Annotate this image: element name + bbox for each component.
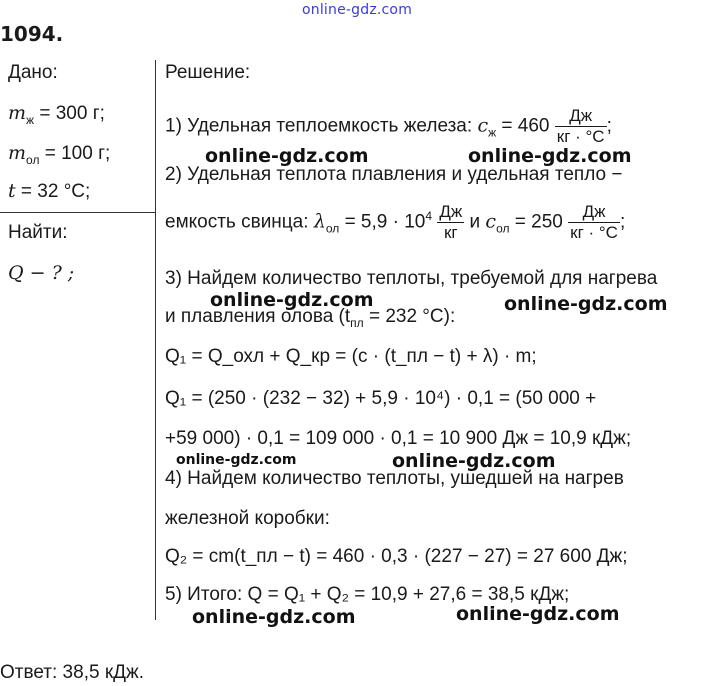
find-value: Q − ? ;	[8, 262, 75, 284]
step2-lambda-unit	[437, 202, 464, 243]
step2-text: емкость свинца:	[165, 211, 309, 233]
step2-c-unit	[568, 202, 620, 243]
step2-exponent: 4	[425, 209, 433, 224]
step1: 1) Удельная теплоемкость железа: $c_ж = 460$ $\frac{Дж}{кг \cdot ^\circ C}$ ;	[165, 106, 612, 146]
watermark: online-gdz.com	[456, 603, 620, 625]
given-divider-vertical	[155, 60, 156, 620]
step2-c-unit-top: Дж	[568, 202, 620, 223]
given-t-value: = 32 °C;	[20, 181, 91, 202]
given-m-iron: $m_ж = 300$ г;	[8, 102, 105, 127]
find-heading: Найти:	[8, 222, 68, 243]
step2-line1: 2) Удельная теплота плавления и удельная тепло −	[165, 164, 623, 185]
step2-lambda-unit-bottom: кг	[443, 223, 458, 242]
step1-unit-bottom: кг · °C	[556, 127, 605, 146]
watermark: online-gdz.com	[176, 452, 297, 468]
step1-unit	[555, 106, 607, 147]
step1-text: 1) Удельная теплоемкость железа:	[165, 115, 473, 137]
step2-and: и	[469, 211, 481, 233]
step3-line2: и плавления олова ($t_{пл} = 232$ °C):	[165, 306, 456, 330]
given-m-tin-value: = 100 г;	[44, 143, 111, 164]
watermark: online-gdz.com	[210, 289, 374, 311]
step1-unit-top: Дж	[555, 106, 607, 127]
step2-line2: емкость свинца: $\lambda_{ол} = 5,9 \cdot 10^4$ $\frac{Дж}{кг}$ и $c_{ол} = 250$ $\frac{Дж}{кг \cdot ^\circ C}$ ;	[165, 202, 626, 242]
equation-q2: Q₂ = cm(t_пл − t) = 460 · 0,3 · (227 − 27) = 27 600 Дж;	[165, 546, 628, 567]
step3-line2-end: = 232 °C):	[368, 306, 456, 327]
step4-line1: 4) Найдем количество теплоты, ушедшей на нагрев	[165, 468, 624, 489]
solution-heading: Решение:	[165, 62, 251, 83]
given-divider-horizontal	[0, 212, 156, 213]
watermark: online-gdz.com	[192, 606, 356, 628]
watermark: online-gdz.com	[392, 450, 556, 472]
given-heading: Дано:	[8, 62, 58, 83]
step3-line2-text: и плавления олова (t	[165, 306, 351, 327]
given-m-tin: $m_{ол} = 100$ г;	[8, 142, 111, 167]
given-m-iron-value: = 300 г;	[39, 103, 105, 124]
problem-number: 1094.	[0, 22, 64, 46]
step5-total: 5) Итого: Q = Q₁ + Q₂ = 10,9 + 27,6 = 38,5 кДж;	[165, 584, 570, 605]
watermark: online-gdz.com	[205, 145, 369, 167]
equation-q1: Q₁ = Q_охл + Q_кр = (c · (t_пл − t) + λ) · m;	[165, 346, 537, 367]
equation-q1-calc-line1: Q₁ = (250 · (232 − 32) + 5,9 · 10⁴) · 0,1 = (50 000 +	[165, 388, 597, 409]
step4-line2: железной коробки:	[165, 508, 330, 529]
watermark-top: online-gdz.com	[302, 2, 413, 18]
equation-q1-calc-line2: +59 000) · 0,1 = 109 000 · 0,1 = 10 900 Дж = 10,9 кДж;	[165, 428, 632, 449]
answer: Ответ: 38,5 кДж.	[0, 662, 144, 683]
given-temperature: t = 32 °C;	[8, 180, 91, 202]
step2-c-unit-bottom: кг · °C	[570, 223, 618, 242]
step2-c-value: = 250	[514, 211, 563, 233]
watermark: online-gdz.com	[504, 293, 668, 315]
step2-lambda-unit-top: Дж	[439, 202, 463, 221]
watermark: online-gdz.com	[468, 145, 632, 167]
step1-value: = 460	[501, 115, 550, 137]
step2-lambda-value: = 5,9 · 10	[344, 211, 426, 233]
step3-line1: 3) Найдем количество теплоты, требуемой для нагрева	[165, 268, 658, 289]
